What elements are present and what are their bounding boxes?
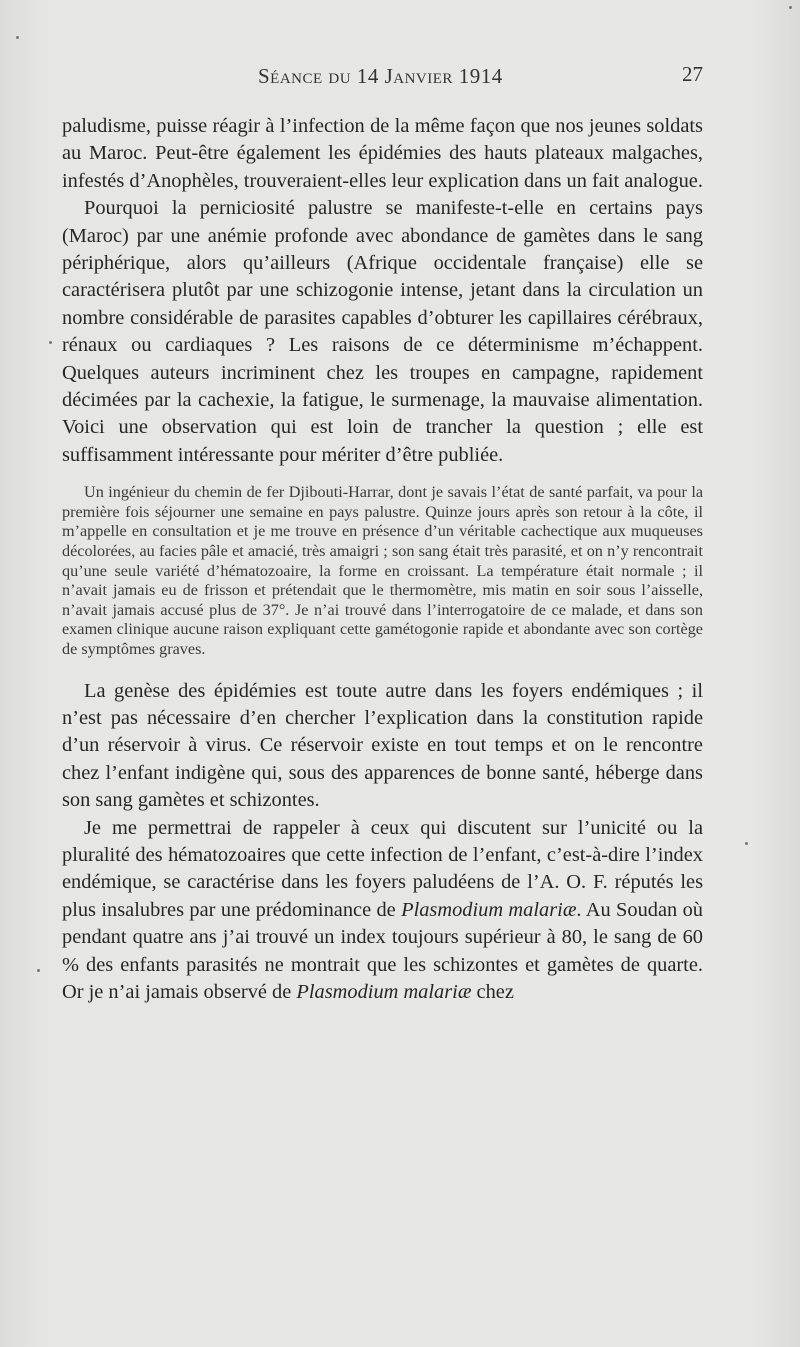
paragraph-3: La genèse des épidémies est toute autre dans les foyers endémiques ; il n’est pas nécessaire d’en chercher l’explication dans la constitution rapide d’un réservoir à virus. Ce réservoir existe en tout temps et on le rencontre chez l’enfant indigène qui, sous des apparences de bonne santé, héberge dans son sang gamètes et schizontes. <box>62 679 703 812</box>
body-text <box>62 113 703 1007</box>
running-header <box>258 64 503 89</box>
header-title-a: Séance du <box>258 64 352 88</box>
scan-speck <box>745 842 748 845</box>
scan-speck <box>16 36 19 39</box>
scan-speck <box>789 6 792 9</box>
paragraph-1: paludisme, puisse réagir à l’infection de la même façon que nos jeunes soldats au Maroc. Peut-être également les épidémies des hauts plateaux malgaches, infestés d’Anophèles, trouveraient-elles leur explication dans un fait analogue. <box>62 115 703 192</box>
header-date: 14 <box>356 64 379 88</box>
paragraph-4-italic-1: Plasmodium malariæ <box>401 898 577 921</box>
scan-speck <box>37 969 40 972</box>
paragraph-4-part-3: chez <box>471 981 514 1004</box>
case-observation: Un ingénieur du chemin de fer Djibouti-Harrar, dont je savais l’état de santé parfait, va pour la première fois séjourner une semaine en pays palustre. Quinze jours après son retour à la côte, il m’appelle en consultation et je me trouve en présence d’un véritable cachectique aux muqueuses décolorées, au facies pâle et amacié, très amaigri ; son sang était très parasité, et on n’y rencontrait qu’une seule variété d’hématozoaire, la forme en croissant. La température était normale ; il n’avait jamais eu de frisson et prétendait que le thermomètre, mis matin en soir sous l’aisselle, n’avait jamais accusé plus de 37°. Je n’ai trouvé dans l’interrogatoire de ce malade, et dans son examen clinique aucune raison expliquant cette gamétogonie rapide et abondante avec son cortège de symptômes graves. <box>62 483 703 659</box>
header-year: 1914 <box>458 64 503 88</box>
paragraph-2: Pourquoi la perniciosité palustre se manifeste-t-elle en certains pays (Maroc) par une anémie profonde avec abondance de gamètes dans le sang périphérique, alors qu’ailleurs (Afrique occidentale française) elle se caractérisera plutôt par une schizogonie intense, jetant dans la circulation un nombre considérable de parasites capables d’obturer les capillaires cérébraux, rénaux ou cardiaques ? Les raisons de ce déterminisme m’échappent. Quelques auteurs incriminent chez les troupes en campagne, rapidement décimées par la cachexie, la fatigue, le surmenage, la mauvaise alimentation. Voici une observation qui est loin de trancher la question ; elle est suffisamment intéressante pour mériter d’être publiée. <box>62 197 703 466</box>
page-number: 27 <box>682 62 703 86</box>
paragraph-4-part-1: Je me permettrai de rappeler à ceux qui discutent sur l’unicité ou la pluralité des hématozoaires que cette infection de l’enfant, c’est-à-dire l’index endémique, se caractérise dans les foyers paludéens de l’A. O. F. réputés les plus insalubres par une prédominance de <box>62 816 703 921</box>
header-title-b: Janvier <box>384 64 453 88</box>
scan-speck <box>49 341 52 344</box>
paragraph-4-part-2: . Au Soudan où pendant quatre ans j’ai trouvé un index toujours supérieur à 80, le sang de 60 % des enfants parasités ne montrait que les schizontes et gamètes de quarte. Or je n’ai jamais observé de <box>62 898 703 1004</box>
paragraph-4-italic-2: Plasmodium malariæ <box>296 981 472 1004</box>
paragraph-4 <box>62 815 703 1007</box>
